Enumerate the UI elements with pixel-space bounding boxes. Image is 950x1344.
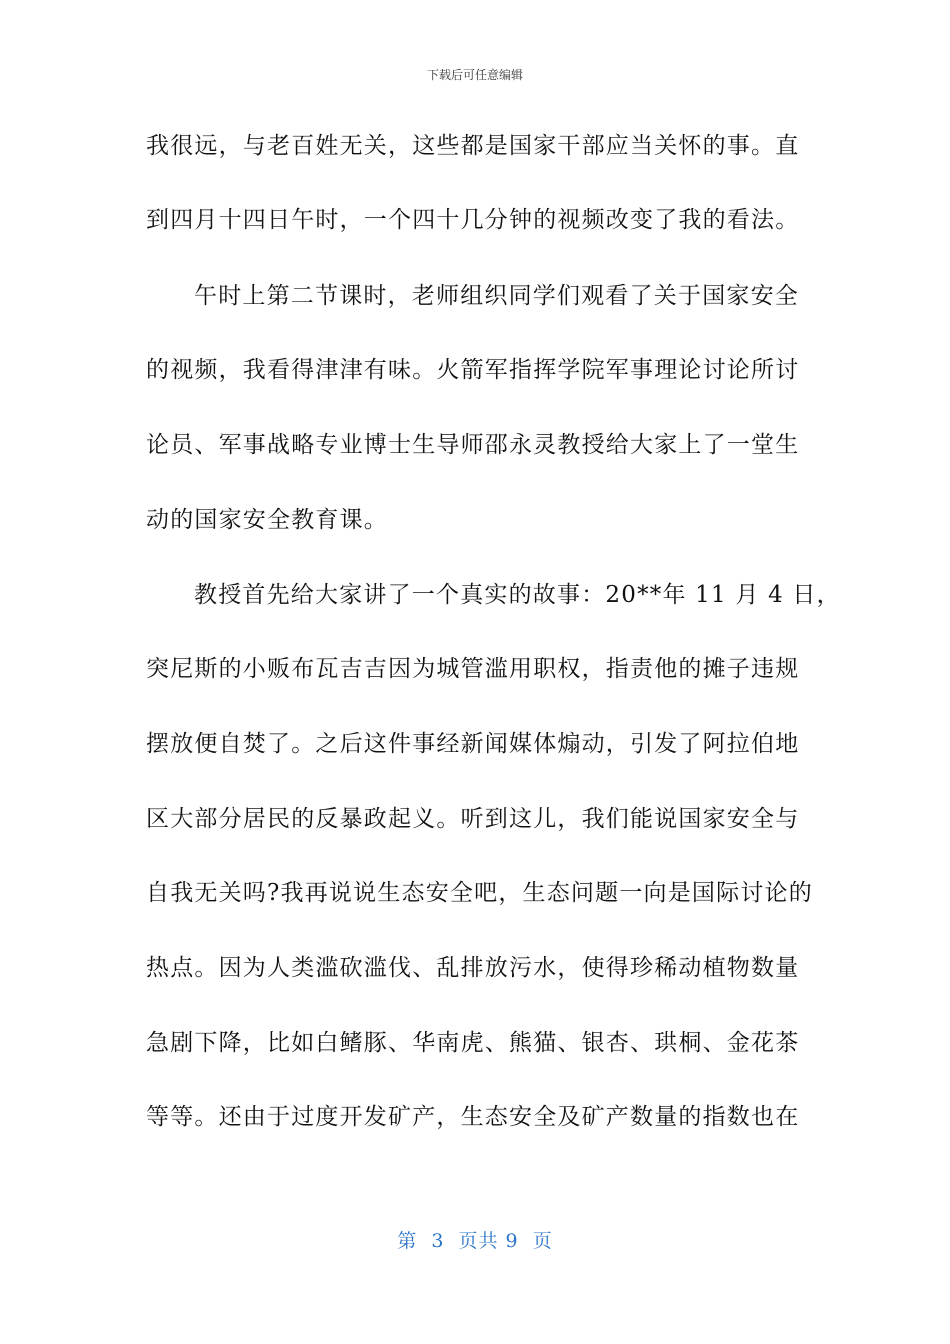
text-line: 摆放便自焚了。之后这件事经新闻媒体煽动，引发了阿拉伯地 <box>146 731 800 757</box>
page-number-label: 第 3 页共 9 页 <box>397 1230 553 1252</box>
text-line: 我很远，与老百姓无关，这些都是国家干部应当关怀的事。直 <box>146 133 800 159</box>
text-line: 急剧下降，比如白鳍豚、华南虎、熊猫、银杏、珙桐、金花茶 <box>146 1030 800 1056</box>
page-footer <box>0 1226 950 1253</box>
text-line: 区大部分居民的反暴政起义。听到这儿，我们能说国家安全与 <box>146 806 800 832</box>
text-line: 午时上第二节课时，老师组织同学们观看了关于国家安全 <box>194 283 799 309</box>
text-line: 等等。还由于过度开发矿产，生态安全及矿产数量的指数也在 <box>146 1104 800 1130</box>
text-line: 自我无关吗?我再说说生态安全吧，生态问题一向是国际讨论的 <box>146 880 813 906</box>
text-line: 教授首先给大家讲了一个真实的故事：20**年 11 月 4 日， <box>194 582 841 608</box>
text-line: 突尼斯的小贩布瓦吉吉因为城管滥用职权，指责他的摊子违规 <box>146 656 800 682</box>
text-line: 的视频，我看得津津有味。火箭军指挥学院军事理论讨论所讨 <box>146 357 800 383</box>
text-line: 论员、军事战略专业博士生导师邵永灵教授给大家上了一堂生 <box>146 432 800 458</box>
text-line: 动的国家安全教育课。 <box>146 507 388 533</box>
text-line: 热点。因为人类滥砍滥伐、乱排放污水，使得珍稀动植物数量 <box>146 955 800 981</box>
header-note: 下载后可任意编辑 <box>426 68 523 82</box>
text-line: 到四月十四日午时，一个四十几分钟的视频改变了我的看法。 <box>146 207 800 233</box>
